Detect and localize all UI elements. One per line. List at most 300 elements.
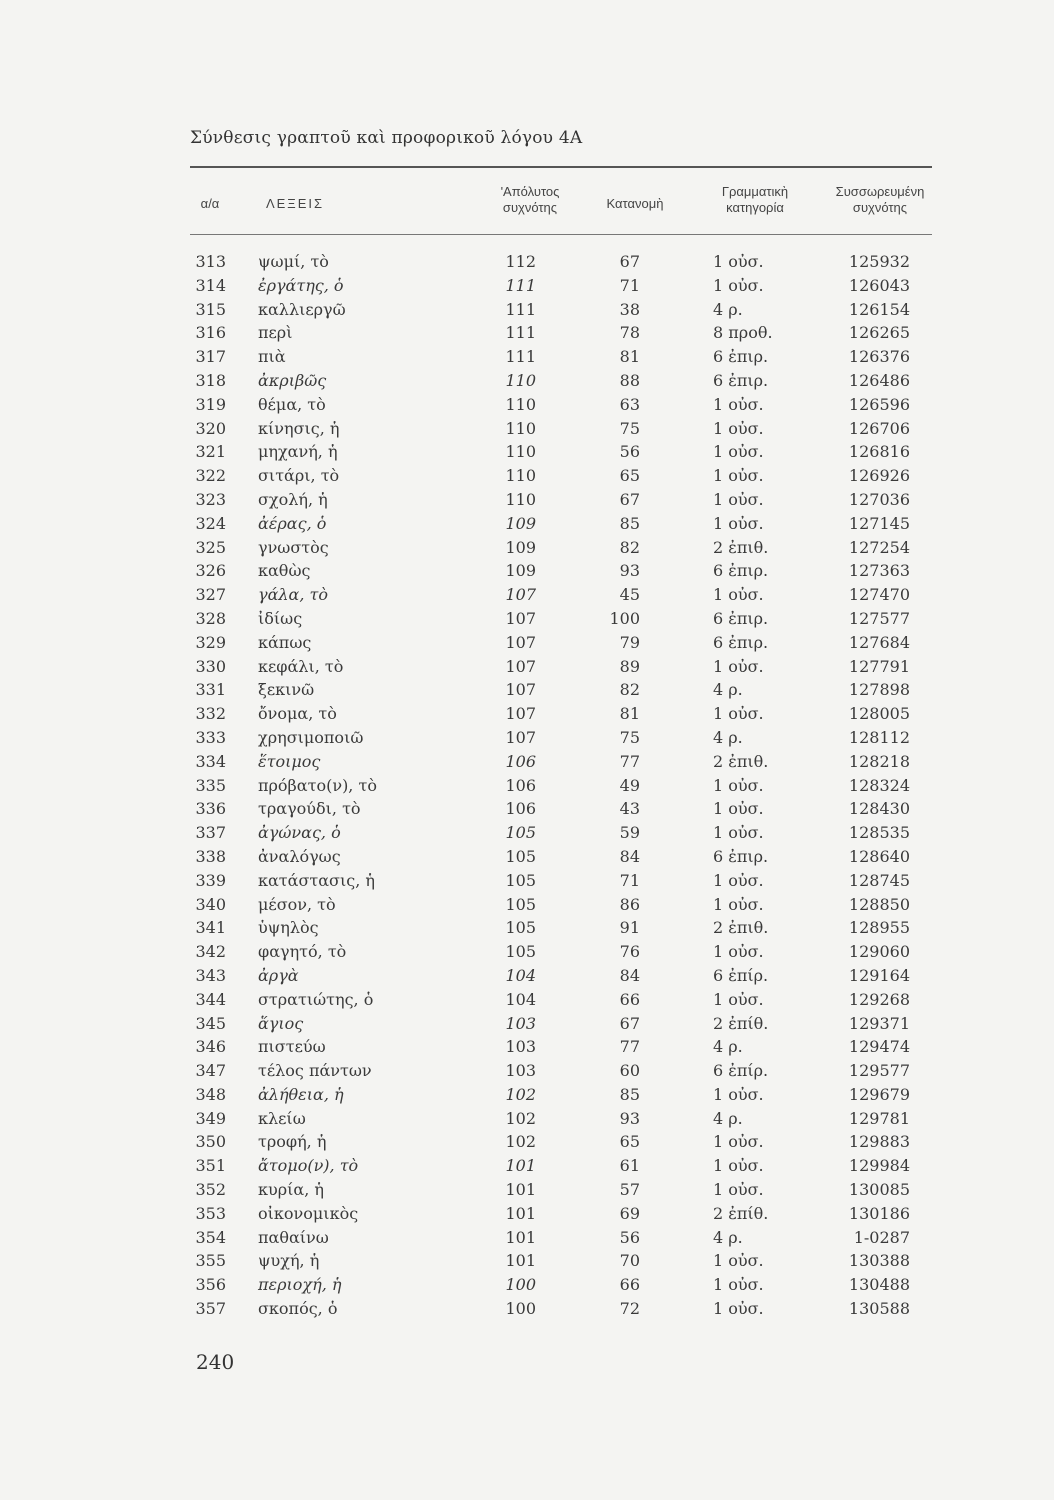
row-index: 322 xyxy=(195,466,226,486)
table-row xyxy=(0,845,1054,869)
row-index: 338 xyxy=(195,846,226,866)
table-row xyxy=(0,536,1054,560)
column-header-grammatical-line1: Γραμματικὴ xyxy=(721,184,789,199)
table-row xyxy=(0,702,1054,726)
row-grammatical-category: 1 οὐσ. xyxy=(713,704,764,724)
row-cumulative-frequency: 129474 xyxy=(848,1037,910,1057)
row-word: ὄνομα, τὸ xyxy=(258,704,337,724)
row-index: 355 xyxy=(195,1251,226,1271)
row-word: πιὰ xyxy=(258,347,286,367)
row-word: ἀκριβῶς xyxy=(258,370,327,390)
row-cumulative-frequency: 127577 xyxy=(848,608,910,628)
row-absolute-frequency: 106 xyxy=(505,751,536,771)
row-cumulative-frequency: 129883 xyxy=(848,1132,910,1152)
row-absolute-frequency: 104 xyxy=(505,989,536,1009)
row-word: κάπως xyxy=(258,632,312,652)
row-word: κίνησις, ἡ xyxy=(258,418,340,438)
row-index: 351 xyxy=(195,1156,226,1176)
row-cumulative-frequency: 126154 xyxy=(848,299,910,319)
row-cumulative-frequency: 129577 xyxy=(848,1061,910,1081)
row-cumulative-frequency: 126376 xyxy=(848,347,910,367)
table-row xyxy=(0,345,1054,369)
table-row xyxy=(0,1178,1054,1202)
row-grammatical-category: 6 ἐπιρ. xyxy=(713,347,769,367)
table-row xyxy=(0,869,1054,893)
row-absolute-frequency: 107 xyxy=(505,680,536,700)
row-absolute-frequency: 102 xyxy=(505,1132,536,1152)
row-distribution: 56 xyxy=(619,442,640,462)
row-word: κατάστασις, ἡ xyxy=(258,870,375,890)
row-grammatical-category: 2 ἐπίθ. xyxy=(713,1013,769,1033)
row-word: κυρία, ἡ xyxy=(258,1180,324,1200)
row-distribution: 71 xyxy=(619,870,640,890)
row-distribution: 82 xyxy=(619,680,640,700)
row-grammatical-category: 1 οὐσ. xyxy=(713,442,764,462)
row-grammatical-category: 1 οὐσ. xyxy=(713,418,764,438)
row-index: 340 xyxy=(195,894,226,914)
row-distribution: 69 xyxy=(619,1203,640,1223)
row-grammatical-category: 1 οὐσ. xyxy=(713,1299,764,1319)
row-absolute-frequency: 107 xyxy=(505,632,536,652)
table-row xyxy=(0,1202,1054,1226)
table-row xyxy=(0,678,1054,702)
row-index: 314 xyxy=(195,275,226,295)
row-cumulative-frequency: 126706 xyxy=(848,418,910,438)
row-word: ἀναλόγως xyxy=(258,846,341,866)
row-absolute-frequency: 103 xyxy=(505,1061,536,1081)
row-word: γνωστὸς xyxy=(258,537,329,557)
row-distribution: 76 xyxy=(619,942,640,962)
row-word: ἄτομο(ν), τὸ xyxy=(258,1156,359,1176)
table-row xyxy=(0,988,1054,1012)
row-word: ἅγιος xyxy=(258,1013,304,1033)
table-row xyxy=(0,1130,1054,1154)
row-word: κλείω xyxy=(258,1108,306,1128)
table-row xyxy=(0,369,1054,393)
row-grammatical-category: 4 ρ. xyxy=(713,1227,743,1247)
column-header-distribution: Κατανομὴ xyxy=(606,196,664,211)
row-absolute-frequency: 105 xyxy=(505,894,536,914)
row-distribution: 57 xyxy=(619,1180,640,1200)
row-distribution: 38 xyxy=(619,299,640,319)
row-absolute-frequency: 109 xyxy=(505,561,536,581)
row-index: 349 xyxy=(195,1108,226,1128)
row-word: ψωμί, τὸ xyxy=(258,252,329,271)
table-row xyxy=(0,1059,1054,1083)
row-cumulative-frequency: 126926 xyxy=(848,466,910,486)
row-distribution: 93 xyxy=(619,561,640,581)
row-index: 354 xyxy=(195,1227,226,1247)
row-distribution: 49 xyxy=(619,775,640,795)
row-distribution: 61 xyxy=(619,1156,640,1176)
row-absolute-frequency: 104 xyxy=(505,965,536,985)
table-row xyxy=(0,321,1054,345)
row-absolute-frequency: 103 xyxy=(505,1013,536,1033)
column-header-absolute-line1: 'Απόλυτος xyxy=(500,184,560,199)
page-title: Σύνθεσις γραπτοῦ καὶ προφορικοῦ λόγου 4Α xyxy=(190,128,583,148)
row-grammatical-category: 6 ἐπίρ. xyxy=(713,1061,769,1081)
row-word: ἰδίως xyxy=(258,608,303,628)
row-cumulative-frequency: 127036 xyxy=(848,489,910,509)
row-absolute-frequency: 105 xyxy=(505,823,536,843)
row-grammatical-category: 6 ἐπιρ. xyxy=(713,370,769,390)
table-row xyxy=(0,1083,1054,1107)
row-absolute-frequency: 109 xyxy=(505,513,536,533)
row-distribution: 75 xyxy=(619,727,640,747)
row-index: 317 xyxy=(195,347,226,367)
row-grammatical-category: 2 ἐπιθ. xyxy=(713,537,769,557)
table-row xyxy=(0,821,1054,845)
row-absolute-frequency: 109 xyxy=(505,537,536,557)
table-row xyxy=(0,250,1054,274)
row-absolute-frequency: 102 xyxy=(505,1108,536,1128)
row-distribution: 72 xyxy=(619,1299,640,1319)
row-index: 318 xyxy=(195,370,226,390)
row-distribution: 100 xyxy=(609,608,640,628)
table-row xyxy=(0,583,1054,607)
row-distribution: 56 xyxy=(619,1227,640,1247)
row-index: 352 xyxy=(195,1180,226,1200)
row-distribution: 43 xyxy=(619,799,640,819)
row-word: θέμα, τὸ xyxy=(258,394,326,414)
row-index: 347 xyxy=(195,1061,226,1081)
row-index: 346 xyxy=(195,1037,226,1057)
row-distribution: 86 xyxy=(619,894,640,914)
row-grammatical-category: 6 ἐπίρ. xyxy=(713,965,769,985)
row-word: ἀγώνας, ὁ xyxy=(258,823,341,843)
word-table xyxy=(0,250,1054,1321)
row-word: καθὼς xyxy=(258,561,311,581)
row-word: περιοχή, ἡ xyxy=(258,1275,342,1295)
row-word: χρησιμοποιῶ xyxy=(258,727,364,747)
row-grammatical-category: 1 οὐσ. xyxy=(713,799,764,819)
table-row xyxy=(0,274,1054,298)
row-grammatical-category: 1 οὐσ. xyxy=(713,489,764,509)
row-absolute-frequency: 107 xyxy=(505,704,536,724)
table-row xyxy=(0,512,1054,536)
row-distribution: 79 xyxy=(619,632,640,652)
row-distribution: 63 xyxy=(619,394,640,414)
row-absolute-frequency: 110 xyxy=(505,489,536,509)
row-cumulative-frequency: 126816 xyxy=(848,442,910,462)
table-row xyxy=(0,940,1054,964)
row-index: 343 xyxy=(195,965,226,985)
row-cumulative-frequency: 126486 xyxy=(848,370,910,390)
table-row xyxy=(0,440,1054,464)
table-row xyxy=(0,893,1054,917)
row-grammatical-category: 1 οὐσ. xyxy=(713,466,764,486)
row-absolute-frequency: 110 xyxy=(505,418,536,438)
row-absolute-frequency: 107 xyxy=(505,656,536,676)
row-word: ὑψηλὸς xyxy=(258,918,319,938)
row-word: φαγητό, τὸ xyxy=(258,942,347,962)
row-distribution: 89 xyxy=(619,656,640,676)
row-distribution: 77 xyxy=(619,1037,640,1057)
row-cumulative-frequency: 127898 xyxy=(848,680,910,700)
row-word: ἀργὰ xyxy=(258,965,299,985)
row-cumulative-frequency: 125932 xyxy=(848,252,910,271)
table-row xyxy=(0,488,1054,512)
row-word: γάλα, τὸ xyxy=(258,585,328,605)
row-cumulative-frequency: 128324 xyxy=(848,775,910,795)
row-cumulative-frequency: 127145 xyxy=(848,513,910,533)
row-grammatical-category: 1 οὐσ. xyxy=(713,1084,764,1104)
row-index: 327 xyxy=(195,585,226,605)
row-index: 350 xyxy=(195,1132,226,1152)
row-word: ἀλήθεια, ἡ xyxy=(258,1084,344,1104)
column-header-words: ΛΕΞΕΙΣ xyxy=(265,196,325,211)
row-distribution: 66 xyxy=(619,989,640,1009)
row-distribution: 77 xyxy=(619,751,640,771)
row-word: κεφάλι, τὸ xyxy=(258,656,344,676)
row-word: τραγούδι, τὸ xyxy=(258,799,361,819)
row-grammatical-category: 4 ρ. xyxy=(713,299,743,319)
row-grammatical-category: 1 οὐσ. xyxy=(713,585,764,605)
row-cumulative-frequency: 130186 xyxy=(848,1203,910,1223)
row-word: παθαίνω xyxy=(258,1227,329,1247)
row-word: ἀέρας, ὁ xyxy=(258,513,327,533)
row-absolute-frequency: 105 xyxy=(505,942,536,962)
row-index: 333 xyxy=(195,727,226,747)
top-rule xyxy=(190,166,932,168)
row-word: πιστεύω xyxy=(258,1037,326,1057)
row-distribution: 66 xyxy=(619,1275,640,1295)
row-absolute-frequency: 111 xyxy=(505,299,536,319)
row-distribution: 65 xyxy=(619,1132,640,1152)
row-index: 337 xyxy=(195,823,226,843)
row-grammatical-category: 1 οὐσ. xyxy=(713,1180,764,1200)
row-absolute-frequency: 107 xyxy=(505,727,536,747)
row-distribution: 82 xyxy=(619,537,640,557)
row-grammatical-category: 6 ἐπιρ. xyxy=(713,846,769,866)
row-grammatical-category: 1 οὐσ. xyxy=(713,252,764,271)
row-index: 357 xyxy=(195,1299,226,1319)
column-header-cumulative-frequency xyxy=(800,184,960,216)
row-index: 324 xyxy=(195,513,226,533)
row-cumulative-frequency: 127363 xyxy=(848,561,910,581)
row-cumulative-frequency: 128850 xyxy=(848,894,910,914)
row-word: ψυχή, ἡ xyxy=(258,1251,320,1271)
table-row xyxy=(0,631,1054,655)
row-grammatical-category: 2 ἐπιθ. xyxy=(713,918,769,938)
row-word: μέσον, τὸ xyxy=(258,894,336,914)
row-cumulative-frequency: 130085 xyxy=(848,1180,910,1200)
row-cumulative-frequency: 129679 xyxy=(848,1084,910,1104)
row-absolute-frequency: 112 xyxy=(505,252,536,271)
row-distribution: 91 xyxy=(619,918,640,938)
table-row xyxy=(0,1226,1054,1250)
row-word: πρόβατο(ν), τὸ xyxy=(258,775,377,795)
row-absolute-frequency: 101 xyxy=(505,1251,536,1271)
table-row xyxy=(0,797,1054,821)
row-index: 330 xyxy=(195,656,226,676)
table-row xyxy=(0,1154,1054,1178)
table-row xyxy=(0,1297,1054,1321)
row-grammatical-category: 1 οὐσ. xyxy=(713,823,764,843)
row-absolute-frequency: 102 xyxy=(505,1084,536,1104)
row-cumulative-frequency: 128535 xyxy=(848,823,910,843)
row-grammatical-category: 4 ρ. xyxy=(713,727,743,747)
row-distribution: 67 xyxy=(619,1013,640,1033)
column-header-absolute-line2: συχνότης xyxy=(502,200,558,215)
row-grammatical-category: 1 οὐσ. xyxy=(713,942,764,962)
row-index: 335 xyxy=(195,775,226,795)
row-grammatical-category: 1 οὐσ. xyxy=(713,1251,764,1271)
row-cumulative-frequency: 128430 xyxy=(848,799,910,819)
row-absolute-frequency: 103 xyxy=(505,1037,536,1057)
row-absolute-frequency: 107 xyxy=(505,608,536,628)
row-word: στρατιώτης, ὁ xyxy=(258,989,374,1009)
row-absolute-frequency: 106 xyxy=(505,775,536,795)
header-rule xyxy=(190,234,932,235)
row-distribution: 84 xyxy=(619,965,640,985)
row-index: 336 xyxy=(195,799,226,819)
table-row xyxy=(0,607,1054,631)
row-grammatical-category: 6 ἐπιρ. xyxy=(713,632,769,652)
table-row xyxy=(0,464,1054,488)
row-cumulative-frequency: 129164 xyxy=(848,965,910,985)
row-index: 341 xyxy=(195,918,226,938)
row-word: τέλος πάντων xyxy=(258,1061,372,1081)
row-absolute-frequency: 100 xyxy=(505,1275,536,1295)
row-absolute-frequency: 106 xyxy=(505,799,536,819)
table-row xyxy=(0,916,1054,940)
table-row xyxy=(0,1035,1054,1059)
row-cumulative-frequency: 129268 xyxy=(848,989,910,1009)
table-row xyxy=(0,298,1054,322)
row-cumulative-frequency: 1-0287 xyxy=(853,1227,910,1247)
row-grammatical-category: 2 ἐπίθ. xyxy=(713,1203,769,1223)
row-cumulative-frequency: 127254 xyxy=(848,537,910,557)
row-cumulative-frequency: 130488 xyxy=(848,1275,910,1295)
row-cumulative-frequency: 130588 xyxy=(848,1299,910,1319)
row-index: 331 xyxy=(195,680,226,700)
row-grammatical-category: 1 οὐσ. xyxy=(713,870,764,890)
row-cumulative-frequency: 128745 xyxy=(848,870,910,890)
row-cumulative-frequency: 129371 xyxy=(848,1013,910,1033)
table-row xyxy=(0,1012,1054,1036)
row-absolute-frequency: 110 xyxy=(505,394,536,414)
row-cumulative-frequency: 130388 xyxy=(848,1251,910,1271)
column-header-cumulative-line1: Συσσωρευμένη xyxy=(835,184,925,199)
row-index: 339 xyxy=(195,870,226,890)
page-number: 240 xyxy=(196,1350,235,1374)
table-row xyxy=(0,1107,1054,1131)
row-absolute-frequency: 111 xyxy=(505,347,536,367)
row-word: περὶ xyxy=(258,323,293,343)
row-absolute-frequency: 100 xyxy=(505,1299,536,1319)
row-grammatical-category: 4 ρ. xyxy=(713,1037,743,1057)
row-grammatical-category: 1 οὐσ. xyxy=(713,894,764,914)
row-grammatical-category: 6 ἐπιρ. xyxy=(713,608,769,628)
row-absolute-frequency: 105 xyxy=(505,846,536,866)
row-index: 321 xyxy=(195,442,226,462)
row-index: 315 xyxy=(195,299,226,319)
column-header-grammatical-line2: κατηγορία xyxy=(726,200,784,215)
table-row xyxy=(0,964,1054,988)
row-cumulative-frequency: 127791 xyxy=(848,656,910,676)
table-row xyxy=(0,1273,1054,1297)
row-cumulative-frequency: 127470 xyxy=(848,585,910,605)
row-word: σχολή, ἡ xyxy=(258,489,328,509)
row-distribution: 85 xyxy=(619,513,640,533)
table-row xyxy=(0,559,1054,583)
table-row xyxy=(0,726,1054,750)
row-index: 348 xyxy=(195,1084,226,1104)
row-index: 334 xyxy=(195,751,226,771)
row-word: σιτάρι, τὸ xyxy=(258,466,340,486)
row-distribution: 60 xyxy=(619,1061,640,1081)
row-index: 319 xyxy=(195,394,226,414)
row-grammatical-category: 1 οὐσ. xyxy=(713,656,764,676)
row-distribution: 81 xyxy=(619,704,640,724)
row-index: 344 xyxy=(195,989,226,1009)
row-cumulative-frequency: 129060 xyxy=(848,942,910,962)
row-absolute-frequency: 101 xyxy=(505,1156,536,1176)
table-row xyxy=(0,393,1054,417)
row-index: 313 xyxy=(195,252,226,271)
row-index: 320 xyxy=(195,418,226,438)
row-index: 316 xyxy=(195,323,226,343)
row-grammatical-category: 8 προθ. xyxy=(713,323,773,343)
row-word: ἐργάτης, ὁ xyxy=(258,275,344,295)
table-row xyxy=(0,774,1054,798)
row-absolute-frequency: 101 xyxy=(505,1203,536,1223)
row-absolute-frequency: 110 xyxy=(505,370,536,390)
row-cumulative-frequency: 128005 xyxy=(848,704,910,724)
row-grammatical-category: 1 οὐσ. xyxy=(713,275,764,295)
row-cumulative-frequency: 129781 xyxy=(848,1108,910,1128)
row-absolute-frequency: 101 xyxy=(505,1227,536,1247)
row-distribution: 45 xyxy=(619,585,640,605)
row-absolute-frequency: 105 xyxy=(505,918,536,938)
row-distribution: 65 xyxy=(619,466,640,486)
column-header-cumulative-line2: συχνότης xyxy=(852,200,908,215)
row-grammatical-category: 1 οὐσ. xyxy=(713,1132,764,1152)
row-distribution: 85 xyxy=(619,1084,640,1104)
row-absolute-frequency: 107 xyxy=(505,585,536,605)
row-cumulative-frequency: 128955 xyxy=(848,918,910,938)
row-distribution: 75 xyxy=(619,418,640,438)
row-index: 326 xyxy=(195,561,226,581)
row-distribution: 71 xyxy=(619,275,640,295)
row-distribution: 84 xyxy=(619,846,640,866)
row-cumulative-frequency: 128218 xyxy=(848,751,910,771)
row-absolute-frequency: 110 xyxy=(505,466,536,486)
row-grammatical-category: 1 οὐσ. xyxy=(713,1275,764,1295)
row-word: τροφή, ἡ xyxy=(258,1132,327,1152)
row-cumulative-frequency: 127684 xyxy=(848,632,910,652)
row-absolute-frequency: 105 xyxy=(505,870,536,890)
row-word: σκοπός, ὁ xyxy=(258,1299,338,1319)
row-grammatical-category: 6 ἐπιρ. xyxy=(713,561,769,581)
row-grammatical-category: 4 ρ. xyxy=(713,1108,743,1128)
row-word: οἰκονομικὸς xyxy=(258,1203,359,1223)
row-index: 332 xyxy=(195,704,226,724)
row-absolute-frequency: 111 xyxy=(505,275,536,295)
column-header-index: α/α xyxy=(200,196,220,211)
row-grammatical-category: 1 οὐσ. xyxy=(713,989,764,1009)
row-cumulative-frequency: 126043 xyxy=(848,275,910,295)
row-distribution: 93 xyxy=(619,1108,640,1128)
row-cumulative-frequency: 126596 xyxy=(848,394,910,414)
row-distribution: 70 xyxy=(619,1251,640,1271)
row-distribution: 88 xyxy=(619,370,640,390)
row-index: 328 xyxy=(195,608,226,628)
row-index: 356 xyxy=(195,1275,226,1295)
row-index: 323 xyxy=(195,489,226,509)
row-cumulative-frequency: 126265 xyxy=(848,323,910,343)
